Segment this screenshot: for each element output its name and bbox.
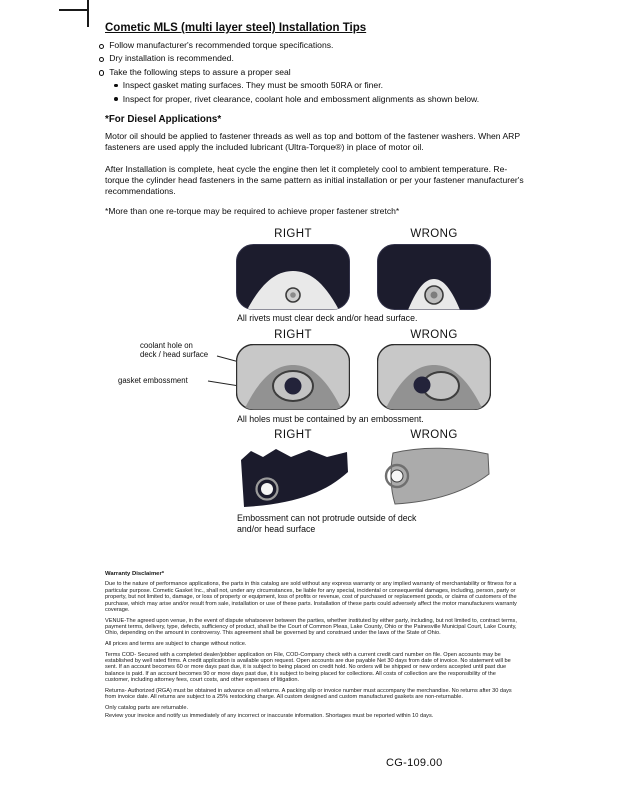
installation-tips-list <box>99 41 531 108</box>
tip-bullet-text: Dry installation is recommended. <box>109 53 234 64</box>
coolant-hole-callout-line2: deck / head surface <box>140 350 209 360</box>
page-title: Cometic MLS (multi layer steel) Installation Tips <box>105 22 367 34</box>
row2-caption: All holes must be contained by an embossment. <box>237 414 424 424</box>
filled-bullet-icon <box>114 97 118 101</box>
open-bullet-icon <box>99 70 104 75</box>
coolant-hole-icon <box>414 377 431 394</box>
tip-sub-bullet <box>114 95 531 105</box>
bolt-hole-icon <box>261 483 273 495</box>
right-label-row3: RIGHT <box>274 429 312 441</box>
wrong-label-row1: WRONG <box>410 228 458 240</box>
diagram-protrusion-wrong <box>377 444 491 510</box>
diagram-rivet-clearance-wrong <box>377 244 491 310</box>
wrong-label-row3: WRONG <box>410 429 458 441</box>
coolant-hole-icon <box>285 378 302 395</box>
disclaimer-paragraph: All prices and terms are subject to change without notice. <box>105 641 247 648</box>
diesel-paragraph-1: Motor oil should be applied to fastener threads as well as top and bottom of the fastener washers. When ARP fasteners are used apply the included lubricant (Ultra-Torque®) in place of motor oil. <box>105 131 520 152</box>
diagram-embossment-wrong <box>377 344 491 410</box>
tip-sub-bullet <box>114 81 531 91</box>
crop-mark-vertical <box>87 0 89 27</box>
diesel-paragraph-2: After Installation is complete, heat cycle the engine then let it completely cool to ambient temperature. Re-torque the cylinder head fasteners in the same pattern as initial installation or per your fastener manufacturer's recommendations. <box>105 164 524 196</box>
tip-sub-bullet-text: Inspect gasket mating surfaces. They must be smooth 50RA or finer. <box>122 80 383 91</box>
disclaimer-paragraph: Returns- Authorized (RGA) must be obtained in advance on all returns. A packing slip or invoice number must accompany the merchandise. No returns after 30 days from invoice date. All returns are subject to a 25% restocking charge. All custom designed and custom manufactured gaskets are non-returnable. <box>105 687 512 701</box>
tip-bullet <box>99 41 531 51</box>
warranty-disclaimer-heading: Warranty Disclaimer* <box>105 571 165 577</box>
row1-caption: All rivets must clear deck and/or head surface. <box>237 313 418 323</box>
disclaimer-paragraph: Terms COD- Secured with a completed dealer/jobber application on File, COD-Company check with a current credit card number on file. Open accounts may be established by well rated firms. A credit application is available upon request. Open accounts are due payable Net 30 days from date of invoice. No statement will be sent. If an account becomes 60 or more days past due, it is subject to being placed on credit hold. No orders will be shipped or new orders accepted until past due balance is paid. If an account becomes 90 or more days past due, it is subject to being placed for collections. All costs of collection are the responsibility of the customer, including attorney fees, court costs, and other expenses of litigation. <box>105 651 511 684</box>
diagram-rivet-clearance-right <box>236 244 350 310</box>
tip-sub-bullet-text: Inspect for proper, rivet clearance, coolant hole and embossment alignments as shown below. <box>122 93 480 104</box>
crop-mark-horizontal <box>59 9 89 11</box>
right-label-row1: RIGHT <box>274 228 312 240</box>
page-code: CG-109.00 <box>386 757 443 769</box>
warranty-disclaimer <box>105 571 519 723</box>
open-bullet-icon <box>99 44 104 49</box>
tip-bullet-text: Follow manufacturer's recommended torque specifications. <box>109 40 334 50</box>
bolt-hole-icon <box>391 470 403 482</box>
diesel-applications-heading: *For Diesel Applications* <box>105 114 222 125</box>
tip-bullet <box>99 68 531 78</box>
right-label-row2: RIGHT <box>274 329 312 341</box>
tip-bullet-text: Take the following steps to assure a proper seal <box>109 66 291 77</box>
tip-bullet <box>99 54 531 64</box>
row3-caption-line2: and/or head surface <box>237 524 316 534</box>
disclaimer-paragraph: Review your invoice and notify us immediately of any incorrect or inaccurate information. Shortages must be reported within 10 days. <box>105 712 434 719</box>
gasket-embossment-callout: gasket embossment <box>118 376 188 385</box>
disclaimer-paragraph: Only catalog parts are returnable. <box>105 704 189 711</box>
retorque-note: *More than one re-torque may be required to achieve proper fastener stretch* <box>105 206 400 216</box>
diagram-embossment-right <box>236 344 350 410</box>
diagram-protrusion-right <box>236 444 350 510</box>
disclaimer-paragraph: VENUE-The agreed upon venue, in the event of dispute whatsoever between the parties, whether instituted by either party, including, but not limited to, contract terms, payment terms, delivery, type, defects, sufficiency of product, shall be the Court of Common Pleas, Lake County, Ohio or the Painesville Municipal Court, Lake County, Ohio, depending on the amount in controversy. This agreement shall be governed by and construed under the laws of the State of Ohio. <box>105 617 517 637</box>
filled-bullet-icon <box>114 84 118 88</box>
open-bullet-icon <box>99 57 104 62</box>
row3-caption-line1: Embossment can not protrude outside of deck <box>237 513 417 523</box>
wrong-label-row2: WRONG <box>410 329 458 341</box>
disclaimer-paragraph: Due to the nature of performance applications, the parts in this catalog are sold without any express warranty or any implied warranty of merchantability or fitness for a particular purpose. Cometic Gasket Inc., shall not, under any circumstances, be liable for any special, incidental or consequential damages, including, person, party or property, but not limited to, damage, or loss of property or equipment, loss of profits or revenue, cost of purchased or replacement goods, or claims of customers of the purchase, which may arise and/or result from sale, installation or use of these parts. Installation of these parts could adversely affect the motor manufacturers warranty coverage. <box>105 581 517 614</box>
coolant-hole-callout-line1: coolant hole on <box>140 341 193 350</box>
